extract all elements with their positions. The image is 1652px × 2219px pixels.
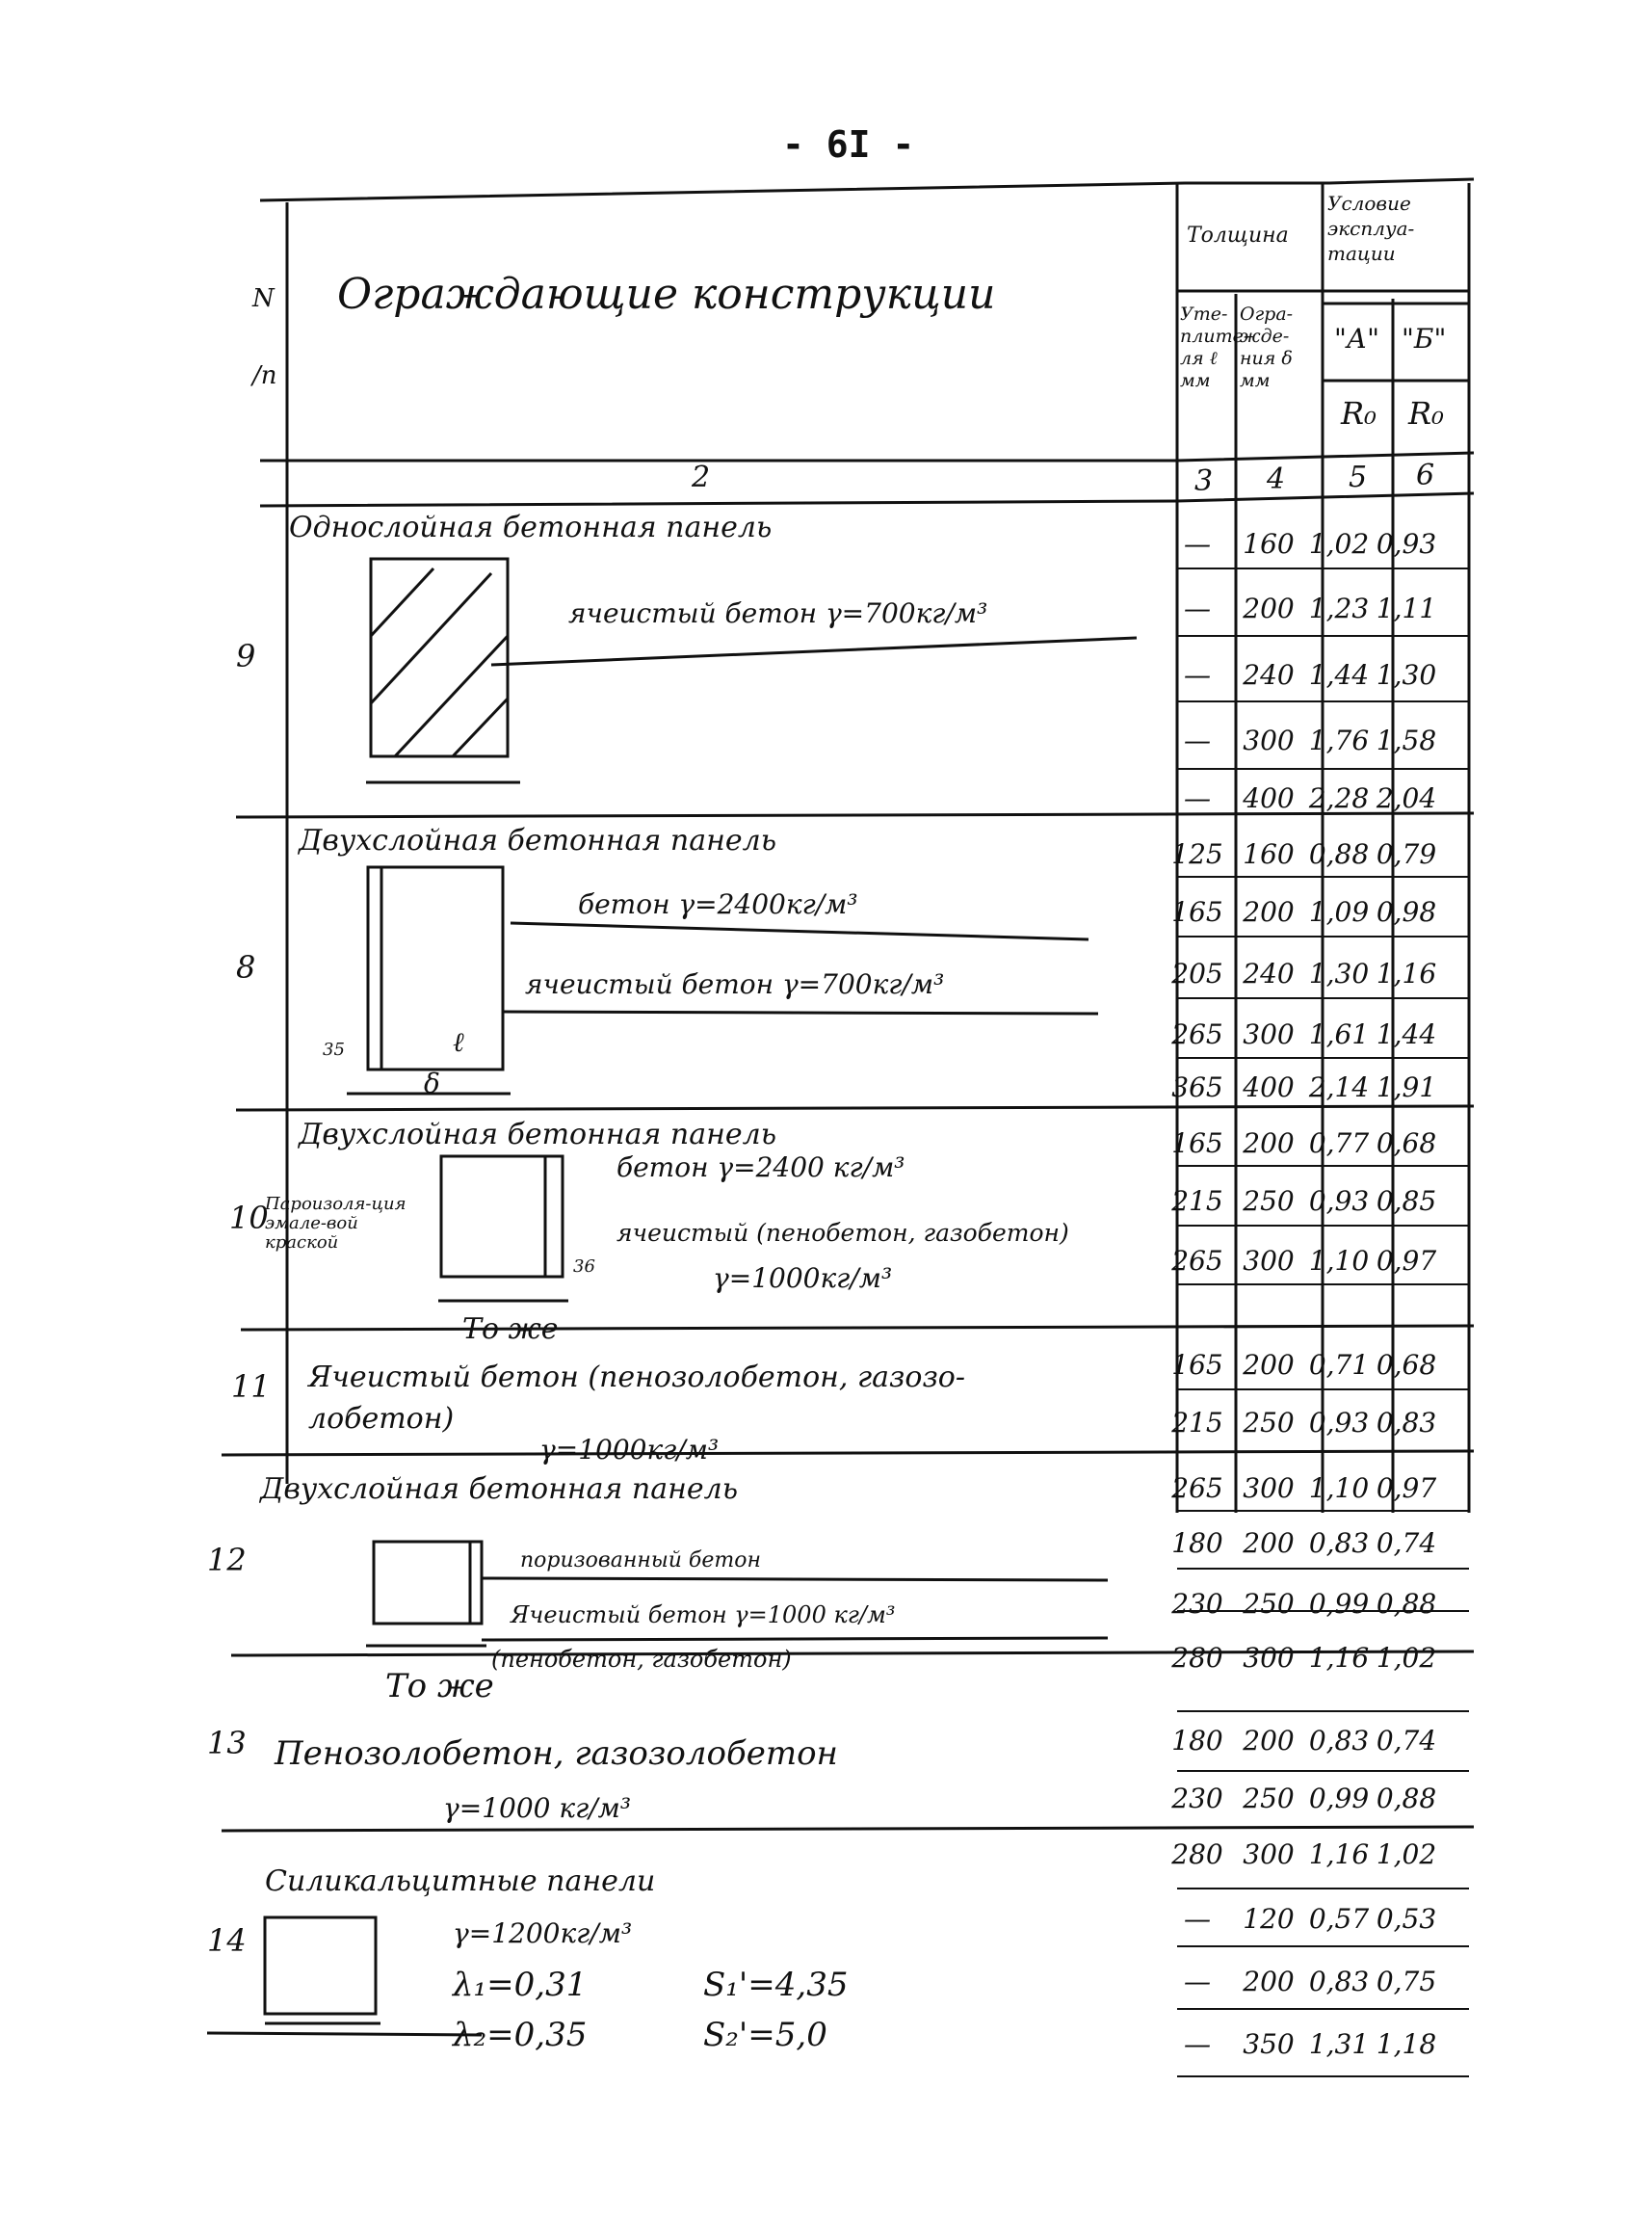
label-porous-concrete: поризованный бетон <box>520 1548 761 1572</box>
header-bottom-line <box>260 453 1474 461</box>
cell-fence: 350 <box>1243 2028 1295 2060</box>
cell-r0-a: 1,76 <box>1308 725 1370 756</box>
cell-r0-b: 0,53 <box>1376 1903 1437 1935</box>
cell-fence: 120 <box>1243 1903 1295 1935</box>
column-number-6: 6 <box>1416 459 1435 492</box>
cell-fence: 300 <box>1243 1018 1295 1050</box>
cell-insulation: — <box>1184 2028 1211 2060</box>
label-density-10: γ=1000кг/м³ <box>713 1262 893 1294</box>
cell-fence: 250 <box>1243 1588 1295 1620</box>
row-number-11: 11 <box>231 1368 271 1405</box>
cell-r0-b: 0,93 <box>1376 528 1437 560</box>
cell-r0-a: 1,31 <box>1308 2028 1370 2060</box>
cell-fence: 200 <box>1243 1349 1295 1381</box>
cell-r0-a: 1,44 <box>1308 659 1370 691</box>
cell-insulation: — <box>1184 1966 1211 1997</box>
cell-insulation: 180 <box>1171 1527 1223 1559</box>
cell-r0-b: 0,68 <box>1376 1127 1437 1159</box>
cell-r0-a: 0,88 <box>1308 838 1370 870</box>
cell-fence: 250 <box>1243 1185 1295 1217</box>
cell-insulation: 125 <box>1171 838 1223 870</box>
cell-r0-b: 0,88 <box>1376 1783 1437 1814</box>
dim-35: 35 <box>323 1040 345 1060</box>
cell-fence: 300 <box>1243 725 1295 756</box>
cell-r0-a: 0,77 <box>1308 1127 1370 1159</box>
column-number-3: 3 <box>1194 464 1214 498</box>
cell-r0-a: 1,09 <box>1308 896 1370 928</box>
cell-fence: 250 <box>1243 1407 1295 1439</box>
cell-r0-b: 0,75 <box>1376 1966 1437 1997</box>
row-number-9: 9 <box>236 638 256 674</box>
label-cellular-concrete-9: ячеистый бетон γ=700кг/м³ <box>568 597 988 629</box>
cell-r0-b: 1,02 <box>1376 1838 1437 1870</box>
cell-fence: 250 <box>1243 1783 1295 1814</box>
row-number-10: 10 <box>229 1200 269 1236</box>
cell-insulation: 165 <box>1171 1127 1223 1159</box>
cell-fence: 300 <box>1243 1245 1295 1277</box>
cell-r0-a: 0,71 <box>1308 1349 1370 1381</box>
sketch-single-layer <box>366 559 1137 782</box>
cell-insulation: — <box>1184 782 1211 814</box>
dim-delta: δ <box>424 1068 440 1099</box>
cell-insulation: 165 <box>1171 1349 1223 1381</box>
cell-fence: 400 <box>1243 1071 1295 1103</box>
cell-insulation: 280 <box>1171 1838 1223 1870</box>
cell-fence: 300 <box>1243 1838 1295 1870</box>
cell-r0-b: 0,74 <box>1376 1527 1437 1559</box>
cell-insulation: 215 <box>1171 1185 1223 1217</box>
cell-r0-a: 1,61 <box>1308 1018 1370 1050</box>
header-thickness: Толщина <box>1187 224 1289 248</box>
cell-r0-a: 0,99 <box>1308 1783 1370 1814</box>
cell-r0-b: 1,30 <box>1376 659 1437 691</box>
section-desc-13: Пенозолобетон, газозолобетон <box>275 1734 838 1773</box>
section-title-9: Однослойная бетонная панель <box>289 511 773 544</box>
cell-insulation: 265 <box>1171 1018 1223 1050</box>
section-desc-11b: лобетон) <box>308 1402 455 1436</box>
cell-r0-a: 1,23 <box>1308 593 1370 624</box>
label-s1: S₁'=4,35 <box>703 1966 849 2004</box>
column-number-5: 5 <box>1349 461 1368 494</box>
cell-fence: 200 <box>1243 896 1295 928</box>
cell-insulation: — <box>1184 725 1211 756</box>
header-r0-a: R₀ <box>1341 395 1377 432</box>
cell-fence: 200 <box>1243 1127 1295 1159</box>
row-number-8: 8 <box>236 949 256 986</box>
label-lambda-1: λ₁=0,31 <box>453 1966 588 2004</box>
cell-r0-b: 1,11 <box>1376 593 1437 624</box>
sketch-silicalcite <box>265 1917 380 2023</box>
label-cellular-10: ячеистый (пенобетон, газобетон) <box>616 1219 1069 1247</box>
cell-r0-a: 0,93 <box>1308 1185 1370 1217</box>
cell-insulation: 365 <box>1171 1071 1223 1103</box>
cell-insulation: 265 <box>1171 1245 1223 1277</box>
cell-r0-a: 1,30 <box>1308 958 1370 990</box>
cell-r0-a: 0,83 <box>1308 1527 1370 1559</box>
cell-r0-a: 1,02 <box>1308 528 1370 560</box>
header-number-label-2: /п <box>252 361 277 390</box>
cell-insulation: 230 <box>1171 1588 1223 1620</box>
cell-r0-b: 1,91 <box>1376 1071 1437 1103</box>
cell-insulation: 180 <box>1171 1725 1223 1757</box>
section-title-8: Двухслойная бетонная панель <box>299 824 777 858</box>
cell-r0-a: 1,16 <box>1308 1838 1370 1870</box>
header-number-label: N <box>252 284 275 313</box>
label-concrete-10: бетон γ=2400 кг/м³ <box>616 1151 905 1183</box>
cell-r0-a: 0,83 <box>1308 1966 1370 1997</box>
header-conditions: Условие эксплуа-тации <box>1327 192 1415 265</box>
label-cellular-12: Ячеистый бетон γ=1000 кг/м³ <box>511 1601 896 1628</box>
label-density-13: γ=1000 кг/м³ <box>443 1792 632 1824</box>
cell-r0-a: 2,28 <box>1308 782 1370 814</box>
cell-insulation: — <box>1184 1903 1211 1935</box>
dim-l: ℓ <box>453 1026 464 1058</box>
cell-r0-a: 0,93 <box>1308 1407 1370 1439</box>
cell-r0-b: 0,97 <box>1376 1245 1437 1277</box>
header-fence: Огра-жде-ния δ мм <box>1240 304 1294 391</box>
cell-r0-b: 1,18 <box>1376 2028 1437 2060</box>
header-cond-a: "А" <box>1334 323 1379 355</box>
table-title: Ограждающие конструкции <box>337 270 996 319</box>
cell-r0-a: 1,10 <box>1308 1245 1370 1277</box>
cell-insulation: 215 <box>1171 1407 1223 1439</box>
cell-insulation: 165 <box>1171 896 1223 928</box>
row-number-14: 14 <box>207 1922 247 1959</box>
cell-r0-b: 1,02 <box>1376 1642 1437 1674</box>
cell-r0-a: 2,14 <box>1308 1071 1370 1103</box>
cell-r0-b: 0,98 <box>1376 896 1437 928</box>
section-same-11: То же <box>462 1312 559 1346</box>
cell-r0-a: 1,10 <box>1308 1472 1370 1504</box>
cell-insulation: — <box>1184 528 1211 560</box>
cell-r0-a: 0,99 <box>1308 1588 1370 1620</box>
label-cellular-8: ячеистый бетон γ=700кг/м³ <box>525 968 945 1000</box>
cell-fence: 200 <box>1243 1966 1295 1997</box>
cell-r0-a: 0,57 <box>1308 1903 1370 1935</box>
cell-fence: 400 <box>1243 782 1295 814</box>
cell-fence: 240 <box>1243 958 1295 990</box>
cell-r0-b: 1,44 <box>1376 1018 1437 1050</box>
cell-fence: 200 <box>1243 593 1295 624</box>
label-concrete-8: бетон γ=2400кг/м³ <box>578 888 858 920</box>
column-number-4: 4 <box>1267 462 1286 496</box>
cell-r0-b: 0,83 <box>1376 1407 1437 1439</box>
cell-insulation: 265 <box>1171 1472 1223 1504</box>
row-number-13: 13 <box>207 1725 247 1761</box>
section-title-14: Силикальцитные панели <box>265 1864 656 1898</box>
cell-r0-b: 1,16 <box>1376 958 1437 990</box>
label-density-11: γ=1000кг/м³ <box>539 1434 720 1466</box>
sketch-two-layer-10 <box>438 1156 568 1301</box>
cell-r0-b: 0,97 <box>1376 1472 1437 1504</box>
label-density-14: γ=1200кг/м³ <box>453 1917 633 1949</box>
cell-r0-b: 0,88 <box>1376 1588 1437 1620</box>
cell-r0-b: 0,74 <box>1376 1725 1437 1757</box>
header-r0-b: R₀ <box>1408 395 1444 432</box>
cell-fence: 200 <box>1243 1527 1295 1559</box>
cell-r0-a: 0,83 <box>1308 1725 1370 1757</box>
cell-fence: 160 <box>1243 838 1295 870</box>
cell-fence: 240 <box>1243 659 1295 691</box>
cell-r0-b: 2,04 <box>1376 782 1437 814</box>
label-foam-12: (пенобетон, газобетон) <box>491 1646 792 1673</box>
section-title-12: Двухслойная бетонная панель <box>260 1472 739 1506</box>
label-vapor-barrier: Пароизоля-ция эмале-вой краской <box>265 1194 406 1253</box>
section-desc-11: Ячеистый бетон (пенозолобетон, газозо- <box>308 1360 966 1394</box>
row-number-12: 12 <box>207 1542 247 1578</box>
header-insulation: Уте-плите-ля ℓ мм <box>1180 304 1250 391</box>
cell-fence: 300 <box>1243 1472 1295 1504</box>
cell-fence: 300 <box>1243 1642 1295 1674</box>
section-same-13: То же <box>385 1667 494 1705</box>
dim-36: 36 <box>573 1256 595 1277</box>
cell-insulation: 230 <box>1171 1783 1223 1814</box>
cell-insulation: 205 <box>1171 958 1223 990</box>
cell-r0-b: 0,68 <box>1376 1349 1437 1381</box>
cell-r0-b: 1,58 <box>1376 725 1437 756</box>
label-lambda-2: λ₂=0,35 <box>453 2016 588 2054</box>
header-top-line <box>260 179 1474 200</box>
header-cond-b: "Б" <box>1402 323 1447 355</box>
cell-r0-b: 0,85 <box>1376 1185 1437 1217</box>
cell-insulation: — <box>1184 593 1211 624</box>
section-title-10: Двухслойная бетонная панель <box>299 1118 777 1151</box>
cell-fence: 200 <box>1243 1725 1295 1757</box>
cell-fence: 160 <box>1243 528 1295 560</box>
cell-insulation: — <box>1184 659 1211 691</box>
cell-r0-b: 0,79 <box>1376 838 1437 870</box>
cell-r0-a: 1,16 <box>1308 1642 1370 1674</box>
label-s2: S₂'=5,0 <box>703 2016 827 2054</box>
cell-insulation: 280 <box>1171 1642 1223 1674</box>
page-number: - 6I - <box>782 123 915 166</box>
column-number-2: 2 <box>692 461 711 494</box>
